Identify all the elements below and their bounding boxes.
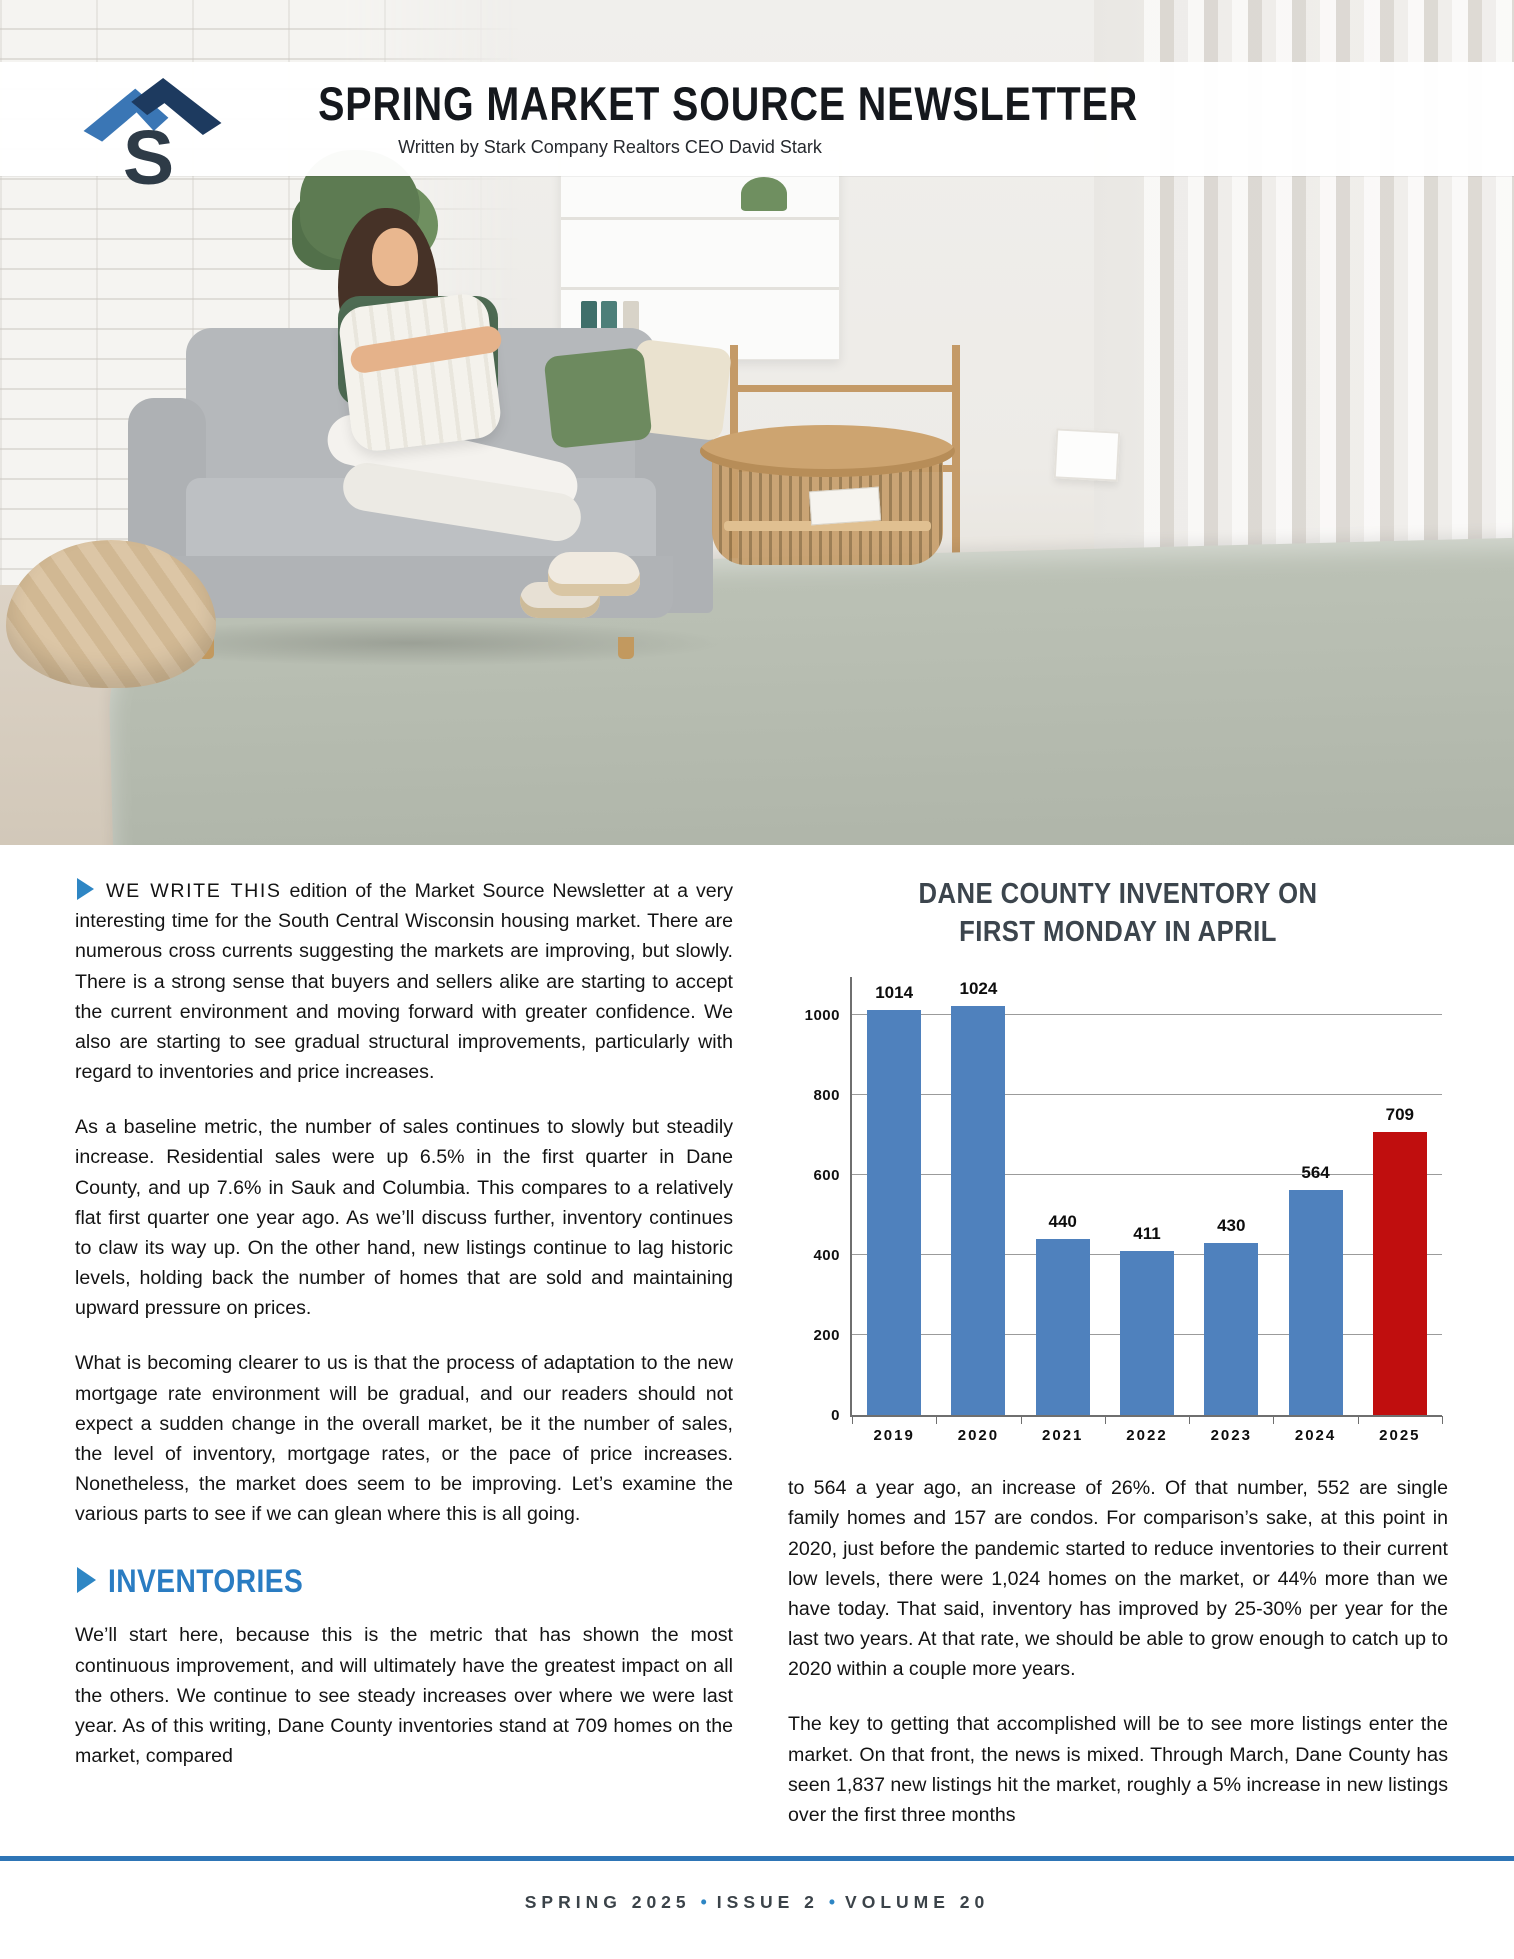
bar-slot (1105, 977, 1189, 1445)
x-axis-tick (1442, 1416, 1443, 1424)
y-axis-tick-label: 800 (813, 1087, 840, 1105)
bar-2023 (1204, 1243, 1258, 1415)
paragraph: The key to getting that accomplished will be to see more listings enter the market. On that front, the news is mixed. Through March, Dane County has seen 1,837 new listings hit the market, roughly a 5% increase in new listings over the first three months (788, 1713, 1449, 1826)
coffee-table-top (700, 425, 955, 477)
bar-slot (1021, 977, 1105, 1445)
paragraph: As a baseline metric, the number of sales continues to slowly but steadily increase. Residential sales were up 6.5% in the first quarter in Dane County, and up 7.6% in Sauk and Columbia. This compares to a relatively flat first quarter one year ago. As we’ll discuss further, inventory continues to claw its way up. On the other hand, new listings continue to lag historic levels, holding back the number of homes that are sold and maintaining upward pressure on prices. (75, 1116, 733, 1320)
x-axis-tick (1358, 1416, 1359, 1424)
x-axis-label: 2024 (1294, 1427, 1337, 1445)
intro-lead: WE WRITE THIS (106, 880, 282, 902)
x-axis-label: 2019 (873, 1427, 915, 1445)
bars (852, 977, 1442, 1445)
bar-value-label: 1014 (875, 982, 914, 1002)
bar-slot (1358, 977, 1442, 1445)
chart-title-line1: DANE COUNTY INVENTORY ON (918, 878, 1318, 910)
y-axis-tick-label: 400 (813, 1247, 840, 1265)
bar-slot (1273, 977, 1357, 1445)
newsletter-title: SPRING MARKET SOURCE NEWSLETTER (318, 77, 1139, 130)
footer-volume: VOLUME 20 (845, 1892, 990, 1912)
stark-logo-icon (70, 70, 235, 190)
y-axis-tick-label: 1000 (804, 1007, 840, 1025)
x-axis-label: 2025 (1379, 1427, 1421, 1445)
ladder-step (738, 385, 952, 392)
footer-text (0, 1892, 1514, 1913)
blue-triangle-icon (77, 878, 94, 900)
x-axis-label: 2023 (1210, 1427, 1252, 1445)
bar-value-label: 709 (1385, 1104, 1415, 1124)
green-pillow-illustration (543, 347, 652, 449)
x-axis-tick (1021, 1416, 1022, 1424)
section-header-label: INVENTORIES (108, 1563, 304, 1600)
bar-slot (936, 977, 1020, 1445)
bullet-icon: • (828, 1892, 836, 1912)
x-axis-tick (1189, 1416, 1190, 1424)
footer-divider (0, 1856, 1514, 1861)
bar-value-label: 411 (1133, 1223, 1161, 1243)
bar-2019 (867, 1010, 921, 1416)
bar-value-label: 430 (1217, 1216, 1246, 1236)
coffee-table-illustration (700, 425, 955, 605)
table-item-illustration (809, 487, 881, 526)
bar-2020 (951, 1006, 1005, 1416)
newsletter-subtitle: Written by Stark Company Realtors CEO David Stark (398, 137, 822, 157)
x-axis-tick (1105, 1416, 1106, 1424)
left-column (75, 876, 733, 1796)
x-axis-label: 2021 (1042, 1427, 1084, 1445)
bar-2021 (1036, 1239, 1090, 1415)
y-axis-tick-label: 600 (813, 1167, 840, 1185)
bar-2022 (1120, 1251, 1174, 1415)
paragraph: to 564 a year ago, an increase of 26%. Of that number, 552 are single family homes and 157 are condos. For comparison’s sake, at this point in 2020, just before the pandemic started to reduce inventories to their current low levels, there were 1,024 homes on the market, or 44% more than we have today. That said, inventory has improved by 25-30% per year for the last two years. At that rate, we should be able to grow enough to catch up to 2020 within a couple more years. (788, 1477, 1448, 1681)
bar-2024 (1289, 1190, 1343, 1416)
x-axis-tick (936, 1416, 937, 1424)
header-titles (240, 76, 1139, 158)
bar-slot (1189, 977, 1273, 1445)
x-axis-tick (1273, 1416, 1274, 1424)
shelf-line (561, 217, 839, 220)
house-s-logo-icon (70, 70, 235, 192)
bar-value-label: 564 (1301, 1162, 1330, 1182)
x-axis-label: 2022 (1126, 1427, 1168, 1445)
sneaker-illustration (548, 552, 640, 596)
intro-rest: edition of the Market Source Newsletter at a very interesting time for the South Central Wisconsin housing market. There are numerous cross currents suggesting the markets are improving, but slowly. There is a strong sense that buyers and sellers alike are starting to accept the current environment and moving forward with greater confidence. We also are starting to see gradual structural improvements, particularly with regard to inventories and price increases. (75, 880, 733, 1084)
bar-value-label: 440 (1048, 1212, 1077, 1232)
inventory-chart (788, 876, 1448, 1445)
sofa-leg (618, 637, 634, 659)
inventories-section-header (75, 1563, 733, 1600)
svg-text:S: S (122, 115, 175, 192)
y-axis-tick-label: 0 (831, 1407, 840, 1425)
bar-value-label: 1024 (959, 978, 998, 998)
shelf-plant-illustration (741, 177, 787, 211)
chart-plot (804, 977, 1442, 1445)
intro-paragraph (75, 876, 733, 1087)
bullet-icon: • (700, 1892, 707, 1912)
right-column (788, 876, 1448, 1855)
blue-triangle-icon (77, 1567, 96, 1593)
bar-slot (852, 977, 936, 1445)
picture-frame-illustration (1054, 428, 1121, 481)
x-axis-tick (852, 1416, 853, 1424)
paragraph: What is becoming clearer to us is that the process of adaptation to the new mortgage rate environment will be gradual, and our readers should not expect a sudden change in the overall market, be it the number of sales, the level of inventory, mortgage rates, or the pace of price increases. Nonetheless, the market does seem to be improving. Let’s examine the various parts to see if we can glean where this is all going. (75, 1352, 733, 1526)
chart-title-line2: FIRST MONDAY IN APRIL (959, 915, 1277, 948)
shelf-line (561, 287, 839, 290)
woman-face (372, 228, 418, 286)
bar-2025 (1373, 1132, 1427, 1416)
x-axis-label: 2020 (957, 1427, 1000, 1445)
footer-season: SPRING 2025 (524, 1892, 691, 1912)
y-axis-tick-label: 200 (813, 1327, 840, 1345)
footer-issue: ISSUE 2 (716, 1892, 819, 1912)
paragraph: We’ll start here, because this is the metric that has shown the most continuous improvement, and will ultimately have the greatest impact on all the others. We continue to see steady increases over where we were last year. As of this writing, Dane County inventories stand at 709 homes on the market, compared (75, 1624, 733, 1768)
header-band (0, 62, 1514, 192)
chart-title (821, 876, 1415, 951)
